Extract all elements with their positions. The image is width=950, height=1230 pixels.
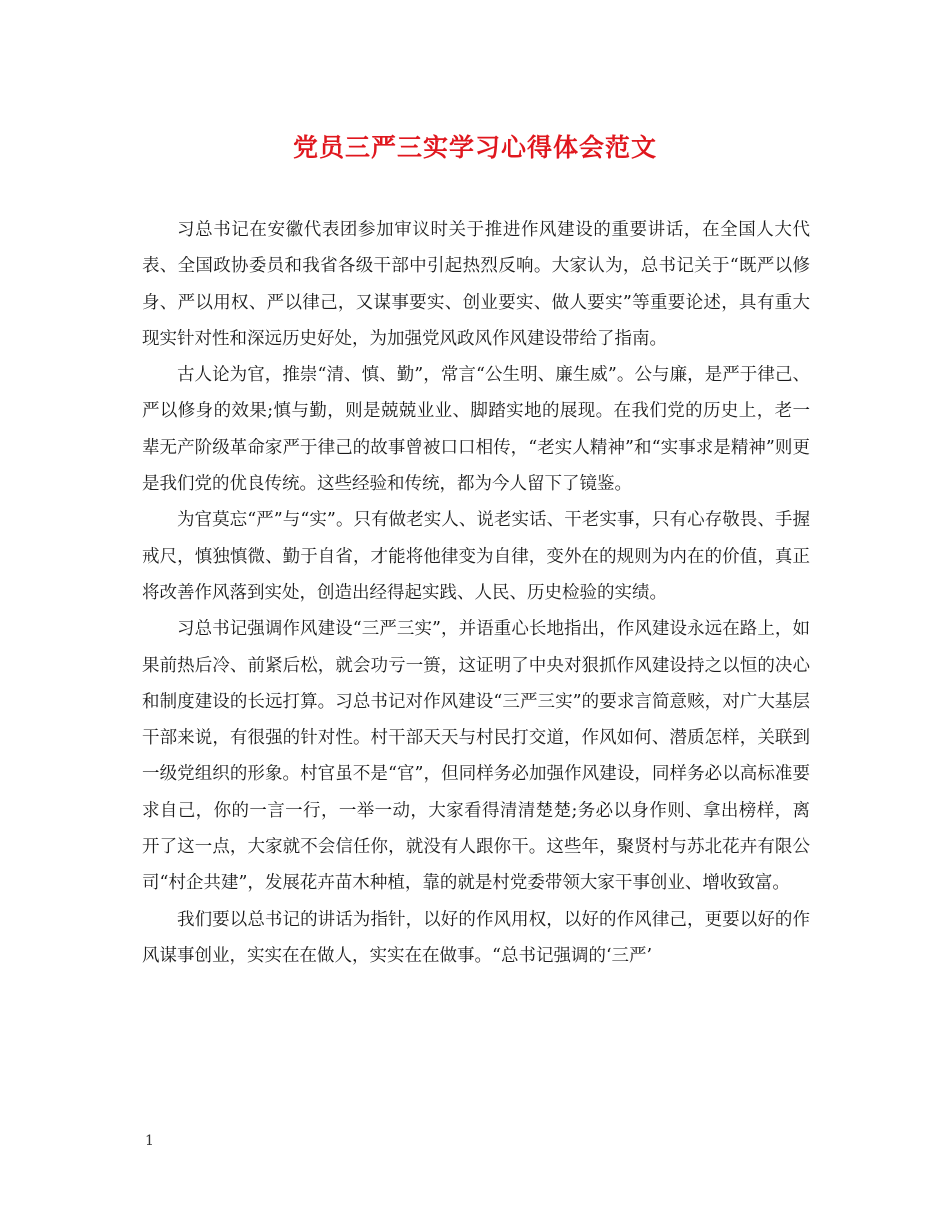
page-number: 1: [145, 1133, 154, 1149]
paragraph: 我们要以总书记的讲话为指针，以好的作风用权，以好的作风律己，更要以好的作风谋事创业，实实在在做人，实实在在做事。“总书记强调的‘三严’: [142, 909, 810, 966]
paragraph: 习总书记在安徽代表团参加审议时关于推进作风建设的重要讲话，在全国人大代表、全国政协委员和我省各级干部中引起热烈反响。大家认为，总书记关于“既严以修身、严以用权、严以律己，又谋事要实、创业要实、做人要实”等重要论述，具有重大现实针对性和深远历史好处，为加强党风政风作风建设带给了指南。: [142, 220, 810, 349]
document-body: [142, 212, 810, 974]
paragraph: 古人论为官，推崇“清、慎、勤”，常言“公生明、廉生威”。公与廉，是严于律己、严以修身的效果;慎与勤，则是兢兢业业、脚踏实地的展现。在我们党的历史上，老一辈无产阶级革命家严于律己的故事曾被口口相传，“老实人精神”和“实事求是精神”则更是我们党的优良传统。这些经验和传统，都为今人留下了镜鉴。: [142, 365, 810, 495]
paragraph: 为官莫忘“严”与“实”。只有做老实人、说老实话、干老实事，只有心存敬畏、手握戒尺，慎独慎微、勤于自省，才能将他律变为自律，变外在的规则为内在的价值，真正将改善作风落到实处，创造出经得起实践、人民、历史检验的实绩。: [142, 510, 810, 603]
paragraph: 习总书记强调作风建设“三严三实”，并语重心长地指出，作风建设永远在路上，如果前热后冷、前紧后松，就会功亏一篑，这证明了中央对狠抓作风建设持之以恒的决心和制度建设的长远打算。习总书记对作风建设“三严三实”的要求言简意赅，对广大基层干部来说，有很强的针对性。村干部天天与村民打交道，作风如何、潜质怎样，关联到一级党组织的形象。村官虽不是“官”，但同样务必加强作风建设，同样务必以高标准要求自己，你的一言一行，一举一动，大家看得清清楚楚;务必以身作则、拿出榜样，离开了这一点，大家就不会信任你，就没有人跟你干。这些年，聚贤村与苏北花卉有限公司“村企共建”，发展花卉苗木种植，靠的就是村党委带领大家干事创业、增收致富。: [142, 619, 810, 894]
document-title: 党员三严三实学习心得体会范文: [292, 133, 657, 162]
